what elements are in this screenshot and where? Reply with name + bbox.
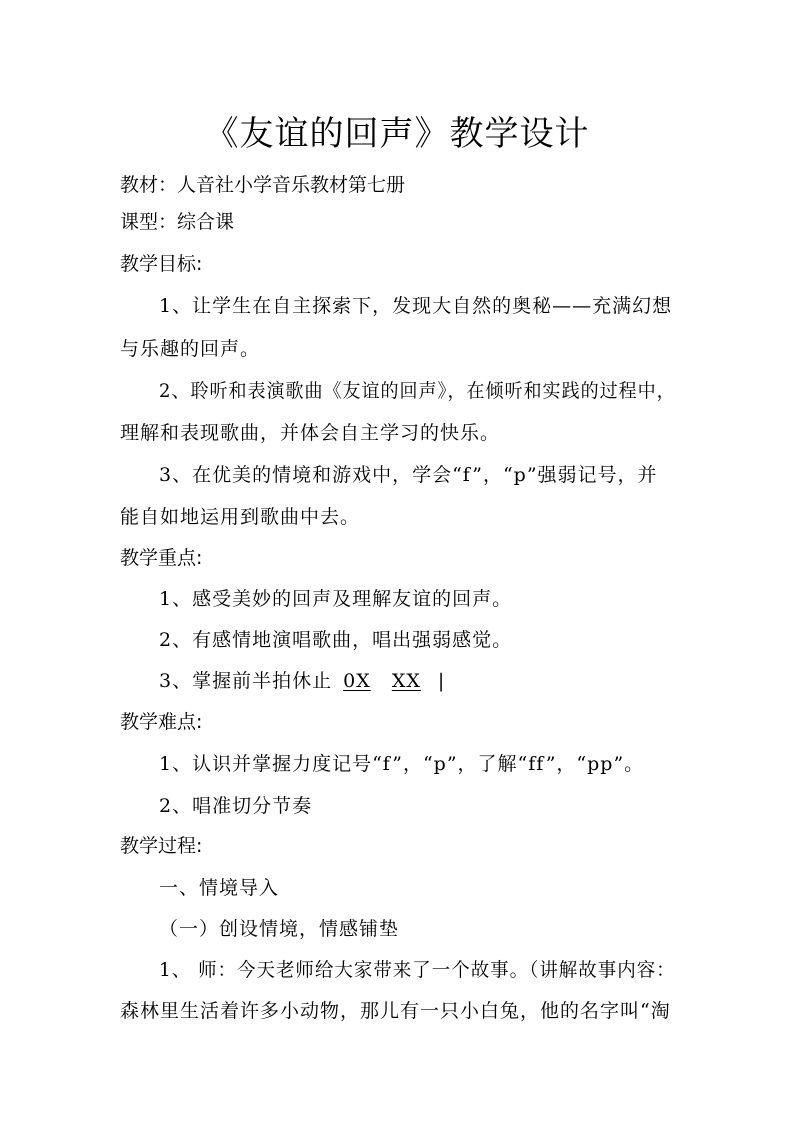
objective-1-line-2: 与乐趣的回声。: [120, 338, 261, 360]
document-title: 《友谊的回声》教学设计: [204, 114, 590, 154]
objective-3-line-1: 3、在优美的情境和游戏中，学会“f”，“p”强弱记号，并: [159, 464, 658, 486]
objective-1-line-1: 1、让学生在自主探索下，发现大自然的奥秘——充满幻想: [159, 295, 673, 317]
key-point-3: [159, 669, 445, 693]
textbook-line: 教材：人音社小学音乐教材第七册: [120, 174, 406, 196]
rhythm-eighth-pair: XX: [391, 670, 421, 692]
difficulty-2: 2、唱准切分节奏: [159, 795, 313, 817]
process-heading: 教学过程:: [120, 835, 203, 857]
rhythm-rest-half-beat: 0X: [343, 670, 371, 692]
difficulties-heading: 教学难点:: [120, 711, 203, 733]
key-point-3-text: 3、掌握前半拍休止: [159, 670, 333, 692]
objective-2-line-1: 2、聆听和表演歌曲《友谊的回声》，在倾听和实践的过程中，: [159, 380, 676, 402]
process-subsection-1: （一）创设情境，情感铺垫: [159, 918, 400, 940]
objective-3-line-2: 能自如地运用到歌曲中去。: [120, 506, 361, 528]
key-point-2: 2、有感情地演唱歌曲，唱出强弱感觉。: [159, 629, 513, 651]
objective-2-line-2: 理解和表现歌曲，并体会自主学习的快乐。: [120, 422, 501, 444]
lesson-type-line: 课型：综合课: [120, 211, 235, 233]
process-line-2: 森林里生活着许多小动物，那儿有一只小白兔，他的名字叫“淘: [120, 1000, 671, 1022]
difficulty-1: 1、认识并掌握力度记号“f”，“p”，了解“ff”，“pp”。: [159, 753, 645, 775]
bar-line: |: [437, 670, 446, 692]
process-line-1: 1、 师：今天老师给大家带来了一个故事。（讲解故事内容：: [159, 959, 676, 981]
key-point-1: 1、感受美妙的回声及理解友谊的回声。: [159, 588, 513, 610]
process-section-1: 一、情境导入: [159, 877, 280, 899]
objectives-heading: 教学目标:: [120, 253, 203, 275]
key-points-heading: 教学重点:: [120, 547, 203, 569]
